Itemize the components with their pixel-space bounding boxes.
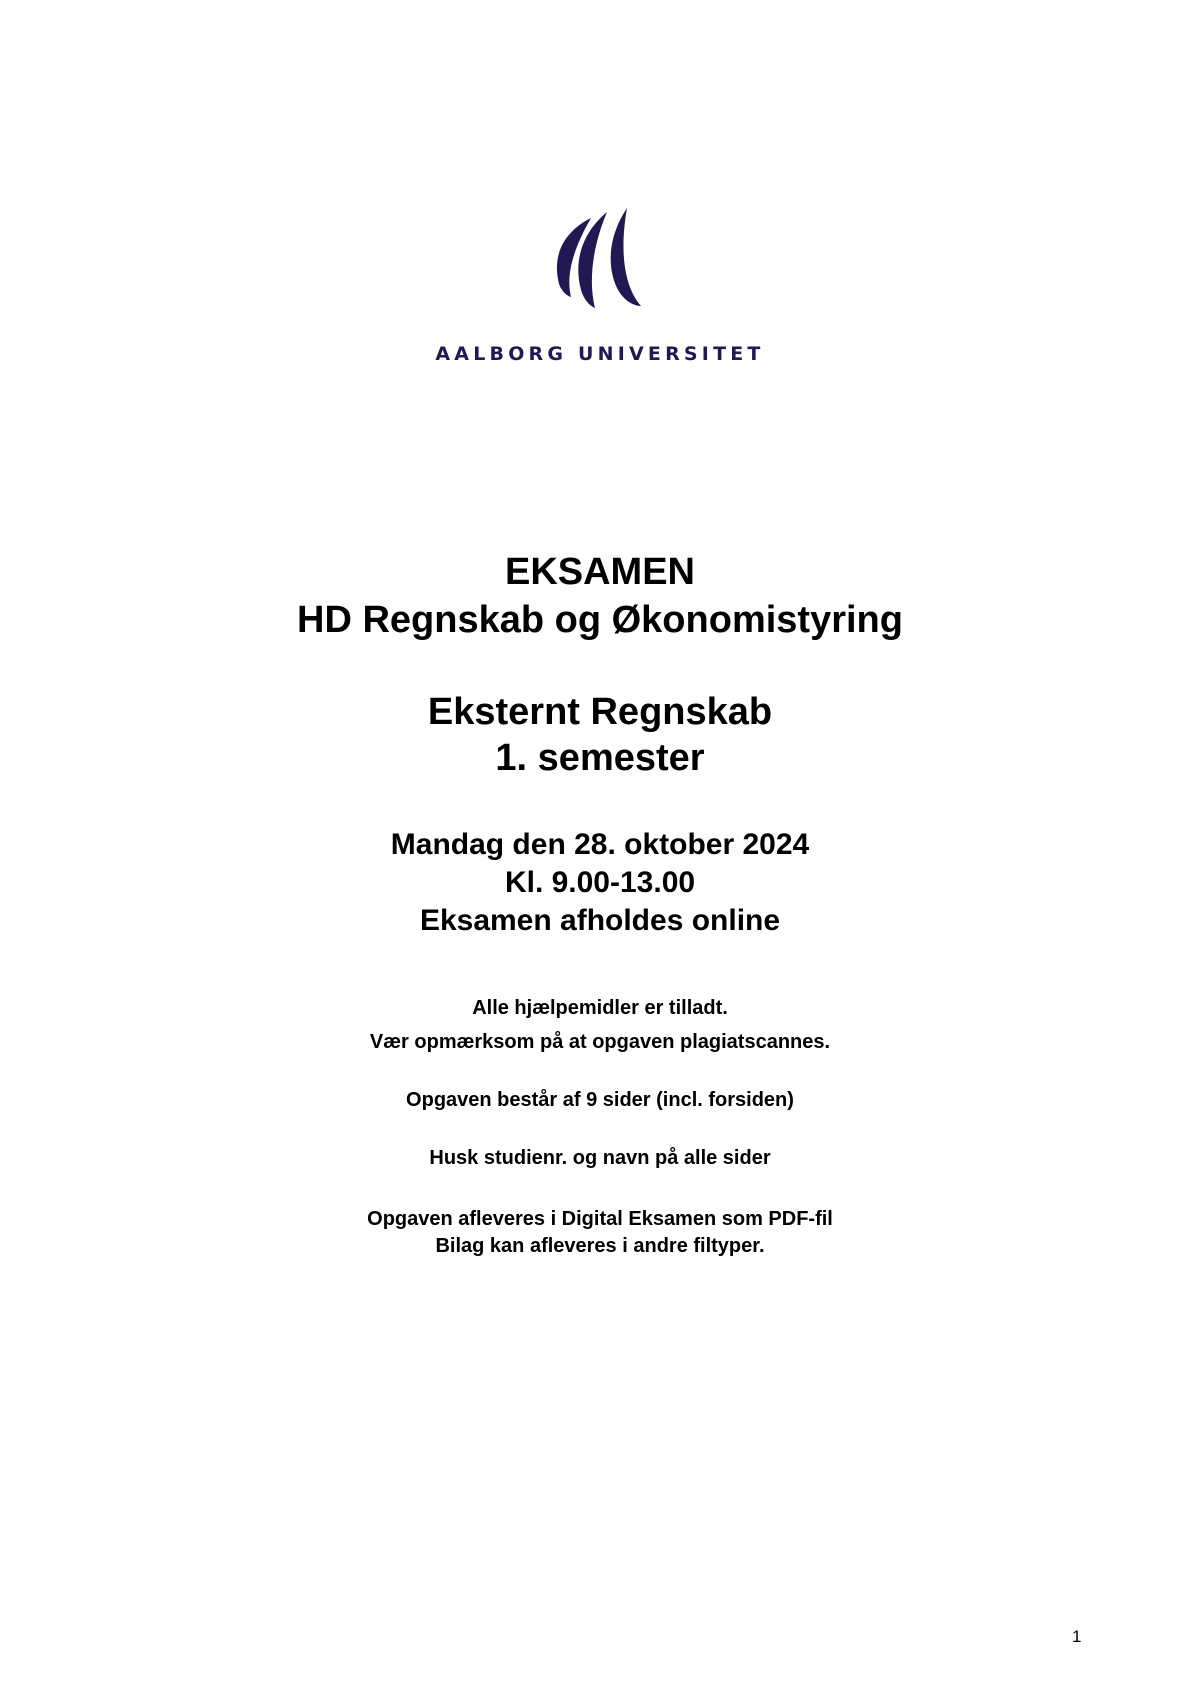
course-name: Eksternt Regnskab (427, 691, 773, 733)
exam-date: Mandag den 28. oktober 2024 (390, 828, 810, 861)
submission-text: Opgaven afleveres i Digital Eksamen som PDF-fil (367, 1208, 833, 1230)
exam-title-block (0, 548, 1200, 644)
exam-heading: EKSAMEN (504, 551, 696, 593)
semester-label: 1. semester (495, 737, 705, 779)
exam-mode: Eksamen afholdes online (419, 904, 781, 937)
university-name: AALBORG UNIVERSITET (435, 343, 765, 365)
aids-text: Alle hjælpemidler er tilladt. (472, 997, 728, 1019)
page-count-text: Opgaven består af 9 sider (incl. forsiden) (406, 1089, 794, 1111)
plagiarism-text: Vær opmærksom på at opgaven plagiatscannes. (369, 1031, 831, 1053)
aids-block (0, 991, 1200, 1059)
reminder-block (0, 1143, 1200, 1173)
submission-block (0, 1206, 1200, 1260)
schedule-block (0, 826, 1200, 940)
attachments-text: Bilag kan afleveres i andre filtyper. (435, 1235, 765, 1257)
course-block (0, 689, 1200, 781)
aau-wave-logo-icon (545, 200, 655, 310)
exam-time: Kl. 9.00-13.00 (504, 866, 696, 899)
university-logo (0, 200, 1200, 310)
program-name: HD Regnskab og Økonomistyring (297, 599, 903, 641)
page-number: 1 (1072, 1627, 1082, 1646)
reminder-text: Husk studienr. og navn på alle sider (429, 1147, 771, 1169)
pages-block (0, 1085, 1200, 1115)
